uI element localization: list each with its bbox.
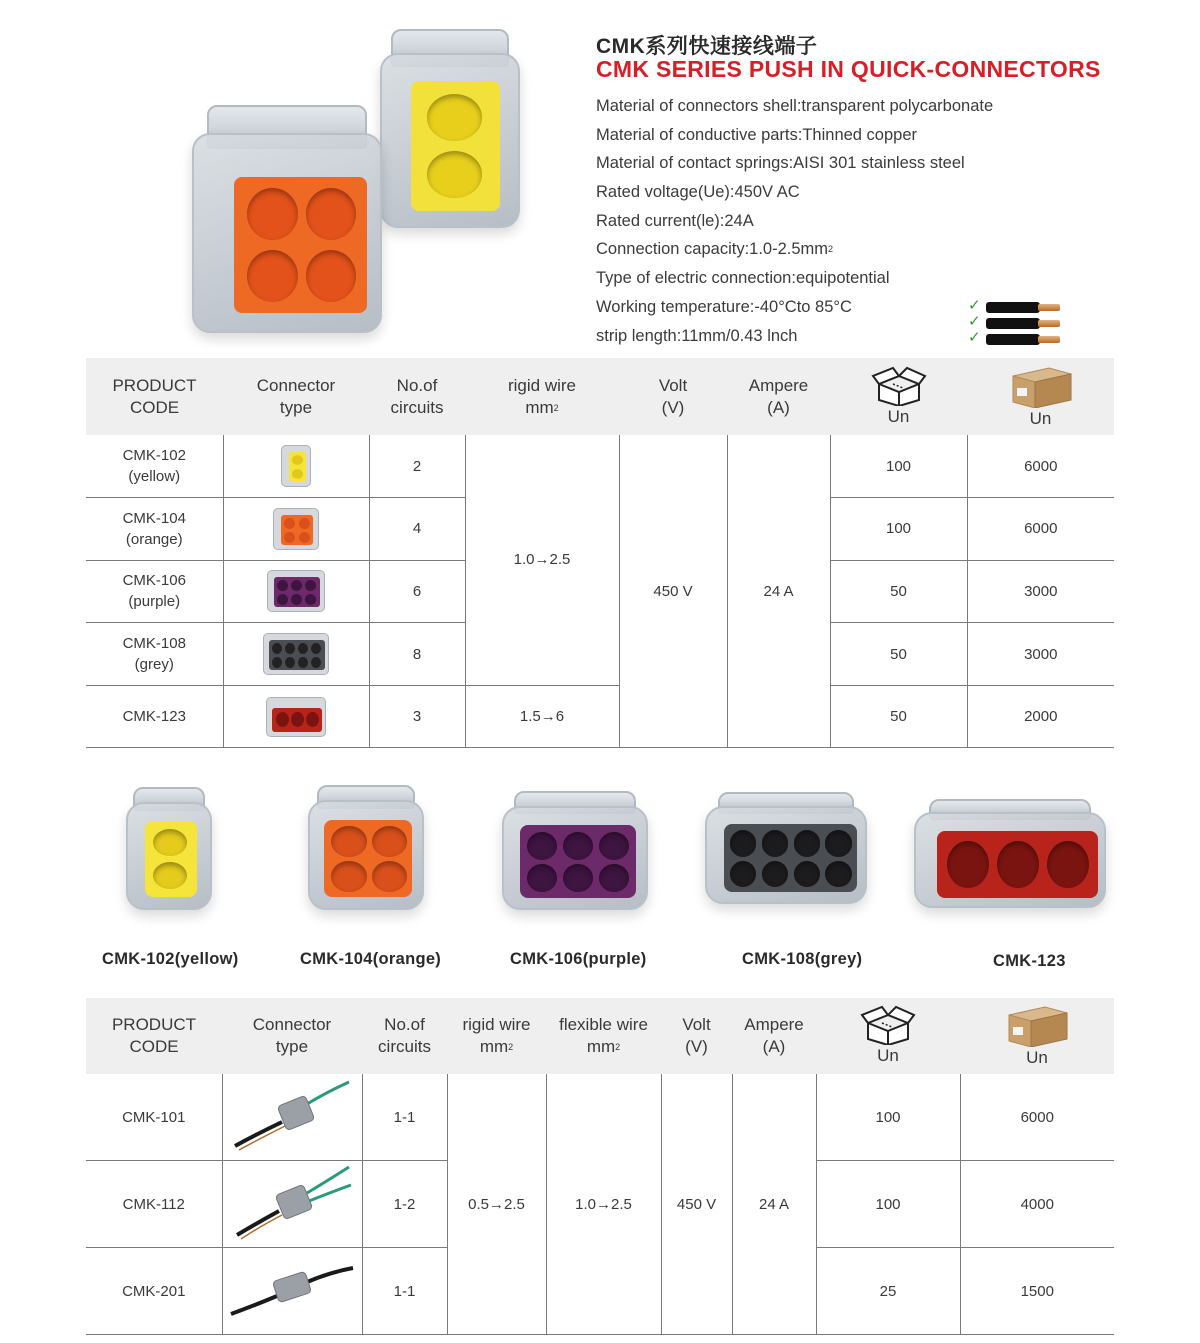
product-code: CMK-112	[86, 1161, 222, 1248]
circuits-value: 1-2	[362, 1161, 447, 1248]
carton-quantity: 4000	[960, 1161, 1114, 1248]
spec-working-temperature: Working temperature:-40°Cto 85°C	[596, 297, 852, 316]
yellow-connector-image	[380, 53, 520, 228]
caption-cmk-102: CMK-102(yellow)	[102, 950, 239, 968]
spec-conductive-material: Material of conductive parts:Thinned copper	[596, 125, 918, 144]
spec-connection-capacity: Connection $capacity:1.0-2.5mm^2$	[596, 240, 834, 259]
ampere-value: 24 A	[732, 1074, 816, 1335]
header-flexible-wire: flexible wire $mm^2$	[546, 998, 661, 1074]
table-row	[86, 685, 1114, 748]
header-connector-type: Connector type	[222, 998, 362, 1074]
spec-rated-current: Rated current(le):24A	[596, 211, 754, 230]
product-code: CMK-201	[86, 1248, 222, 1335]
circuits-value: 1-1	[362, 1248, 447, 1335]
grey-connector-photo	[705, 806, 867, 904]
header-volt: Volt (V)	[619, 358, 727, 435]
circuits-value: 4	[369, 498, 465, 561]
inline-connector-thumbnail	[222, 1161, 362, 1248]
caption-cmk-108: CMK-108(grey)	[742, 950, 863, 968]
caption-cmk-104: CMK-104(orange)	[300, 950, 442, 968]
spec-connection-type: Type of electric connection:equipotential	[596, 269, 890, 288]
carton-quantity: 2000	[967, 685, 1114, 748]
carton-icon	[1005, 1003, 1069, 1047]
carton-icon	[1009, 364, 1073, 408]
header-ampere: Ampere (A)	[727, 358, 830, 435]
header-box-quantity: Un	[816, 998, 960, 1074]
rigid-wire-range: 1.5→6	[465, 685, 619, 748]
box-icon	[860, 1005, 916, 1045]
title-chinese: CMK系列快速接线端子	[596, 35, 818, 58]
connector-thumbnail-red	[223, 685, 369, 748]
spec-shell-material: Material of connectors shell:transparent polycarbonate	[596, 97, 994, 115]
box-quantity: 25	[816, 1248, 960, 1335]
connector-thumbnail-yellow	[223, 435, 369, 498]
product-code: CMK-106 (purple)	[86, 560, 223, 623]
connector-table-2	[86, 998, 1114, 1335]
connector-table-1	[86, 358, 1114, 748]
product-code: CMK-102 (yellow)	[86, 435, 223, 498]
check-icon: ✓	[968, 297, 981, 314]
header-rigid-wire: rigid wire $mm^2$	[447, 998, 546, 1074]
inline-connector-thumbnail	[222, 1248, 362, 1335]
table-header-row	[86, 358, 1114, 435]
circuits-value: 3	[369, 685, 465, 748]
inline-connector-thumbnail	[222, 1074, 362, 1161]
red-connector-photo	[914, 812, 1106, 908]
connector-thumbnail-orange	[223, 498, 369, 561]
header-product-code: PRODUCT CODE	[86, 358, 223, 435]
purple-connector-photo	[502, 806, 648, 910]
product-code: CMK-101	[86, 1074, 222, 1161]
caption-cmk-123: CMK-123	[993, 952, 1066, 970]
table-row	[86, 435, 1114, 498]
box-quantity: 100	[816, 1074, 960, 1161]
header-ampere: Ampere (A)	[732, 998, 816, 1074]
box-quantity: 50	[830, 560, 967, 623]
volt-value: 450 V	[619, 435, 727, 748]
header-rigid-wire: rigid wire $mm^2$	[465, 358, 619, 435]
box-quantity: 100	[816, 1161, 960, 1248]
volt-value: 450 V	[661, 1074, 732, 1335]
check-icon: ✓	[968, 329, 981, 346]
hero-product-photo	[180, 25, 540, 345]
orange-connector-image	[192, 133, 382, 333]
caption-cmk-106: CMK-106(purple)	[510, 950, 647, 968]
spec-strip-length: strip length:11mm/0.43 lnch	[596, 326, 798, 345]
inline-connector-straight-image	[227, 1248, 357, 1328]
carton-quantity: 1500	[960, 1248, 1114, 1335]
box-quantity: 100	[830, 435, 967, 498]
product-code: CMK-123	[86, 685, 223, 748]
check-icon: ✓	[968, 313, 981, 330]
box-quantity: 100	[830, 498, 967, 561]
rigid-wire-range: 1.0→2.5	[465, 435, 619, 685]
product-gallery	[0, 782, 1200, 922]
table-row	[86, 1074, 1114, 1161]
inline-connector-1-2-image	[227, 1161, 357, 1241]
box-quantity: 50	[830, 623, 967, 686]
header-carton-quantity: Un	[960, 998, 1114, 1074]
spec-rated-voltage: Rated voltage(Ue):450V AC	[596, 183, 800, 202]
flexible-wire-range: 1.0→2.5	[546, 1074, 661, 1335]
ampere-value: 24 A	[727, 435, 830, 748]
carton-quantity: 6000	[967, 498, 1114, 561]
carton-quantity: 3000	[967, 623, 1114, 686]
yellow-connector-photo	[126, 802, 212, 910]
inline-connector-1-1-image	[227, 1074, 357, 1154]
box-quantity: 50	[830, 685, 967, 748]
box-icon	[871, 366, 927, 406]
spec-spring-material: Material of contact springs:AISI 301 stainless steel	[596, 154, 965, 173]
carton-quantity: 3000	[967, 560, 1114, 623]
circuits-value: 6	[369, 560, 465, 623]
circuits-value: 1-1	[362, 1074, 447, 1161]
header-box-quantity: Un	[830, 358, 967, 435]
circuits-value: 8	[369, 623, 465, 686]
orange-connector-photo	[308, 800, 424, 910]
product-code: CMK-104 (orange)	[86, 498, 223, 561]
connector-thumbnail-grey	[223, 623, 369, 686]
header-circuits: No.of circuits	[362, 998, 447, 1074]
header-carton-quantity: Un	[967, 358, 1114, 435]
connector-thumbnail-purple	[223, 560, 369, 623]
stripped-wires-image	[968, 296, 1068, 346]
title-english: CMK SERIES PUSH IN QUICK-CONNECTORS	[596, 56, 1101, 82]
carton-quantity: 6000	[960, 1074, 1114, 1161]
header-volt: Volt (V)	[661, 998, 732, 1074]
table-header-row	[86, 998, 1114, 1074]
circuits-value: 2	[369, 435, 465, 498]
header-connector-type: Connector type	[223, 358, 369, 435]
header-product-code: PRODUCT CODE	[86, 998, 222, 1074]
carton-quantity: 6000	[967, 435, 1114, 498]
product-code: CMK-108 (grey)	[86, 623, 223, 686]
header-circuits: No.of circuits	[369, 358, 465, 435]
rigid-wire-range: 0.5→2.5	[447, 1074, 546, 1335]
